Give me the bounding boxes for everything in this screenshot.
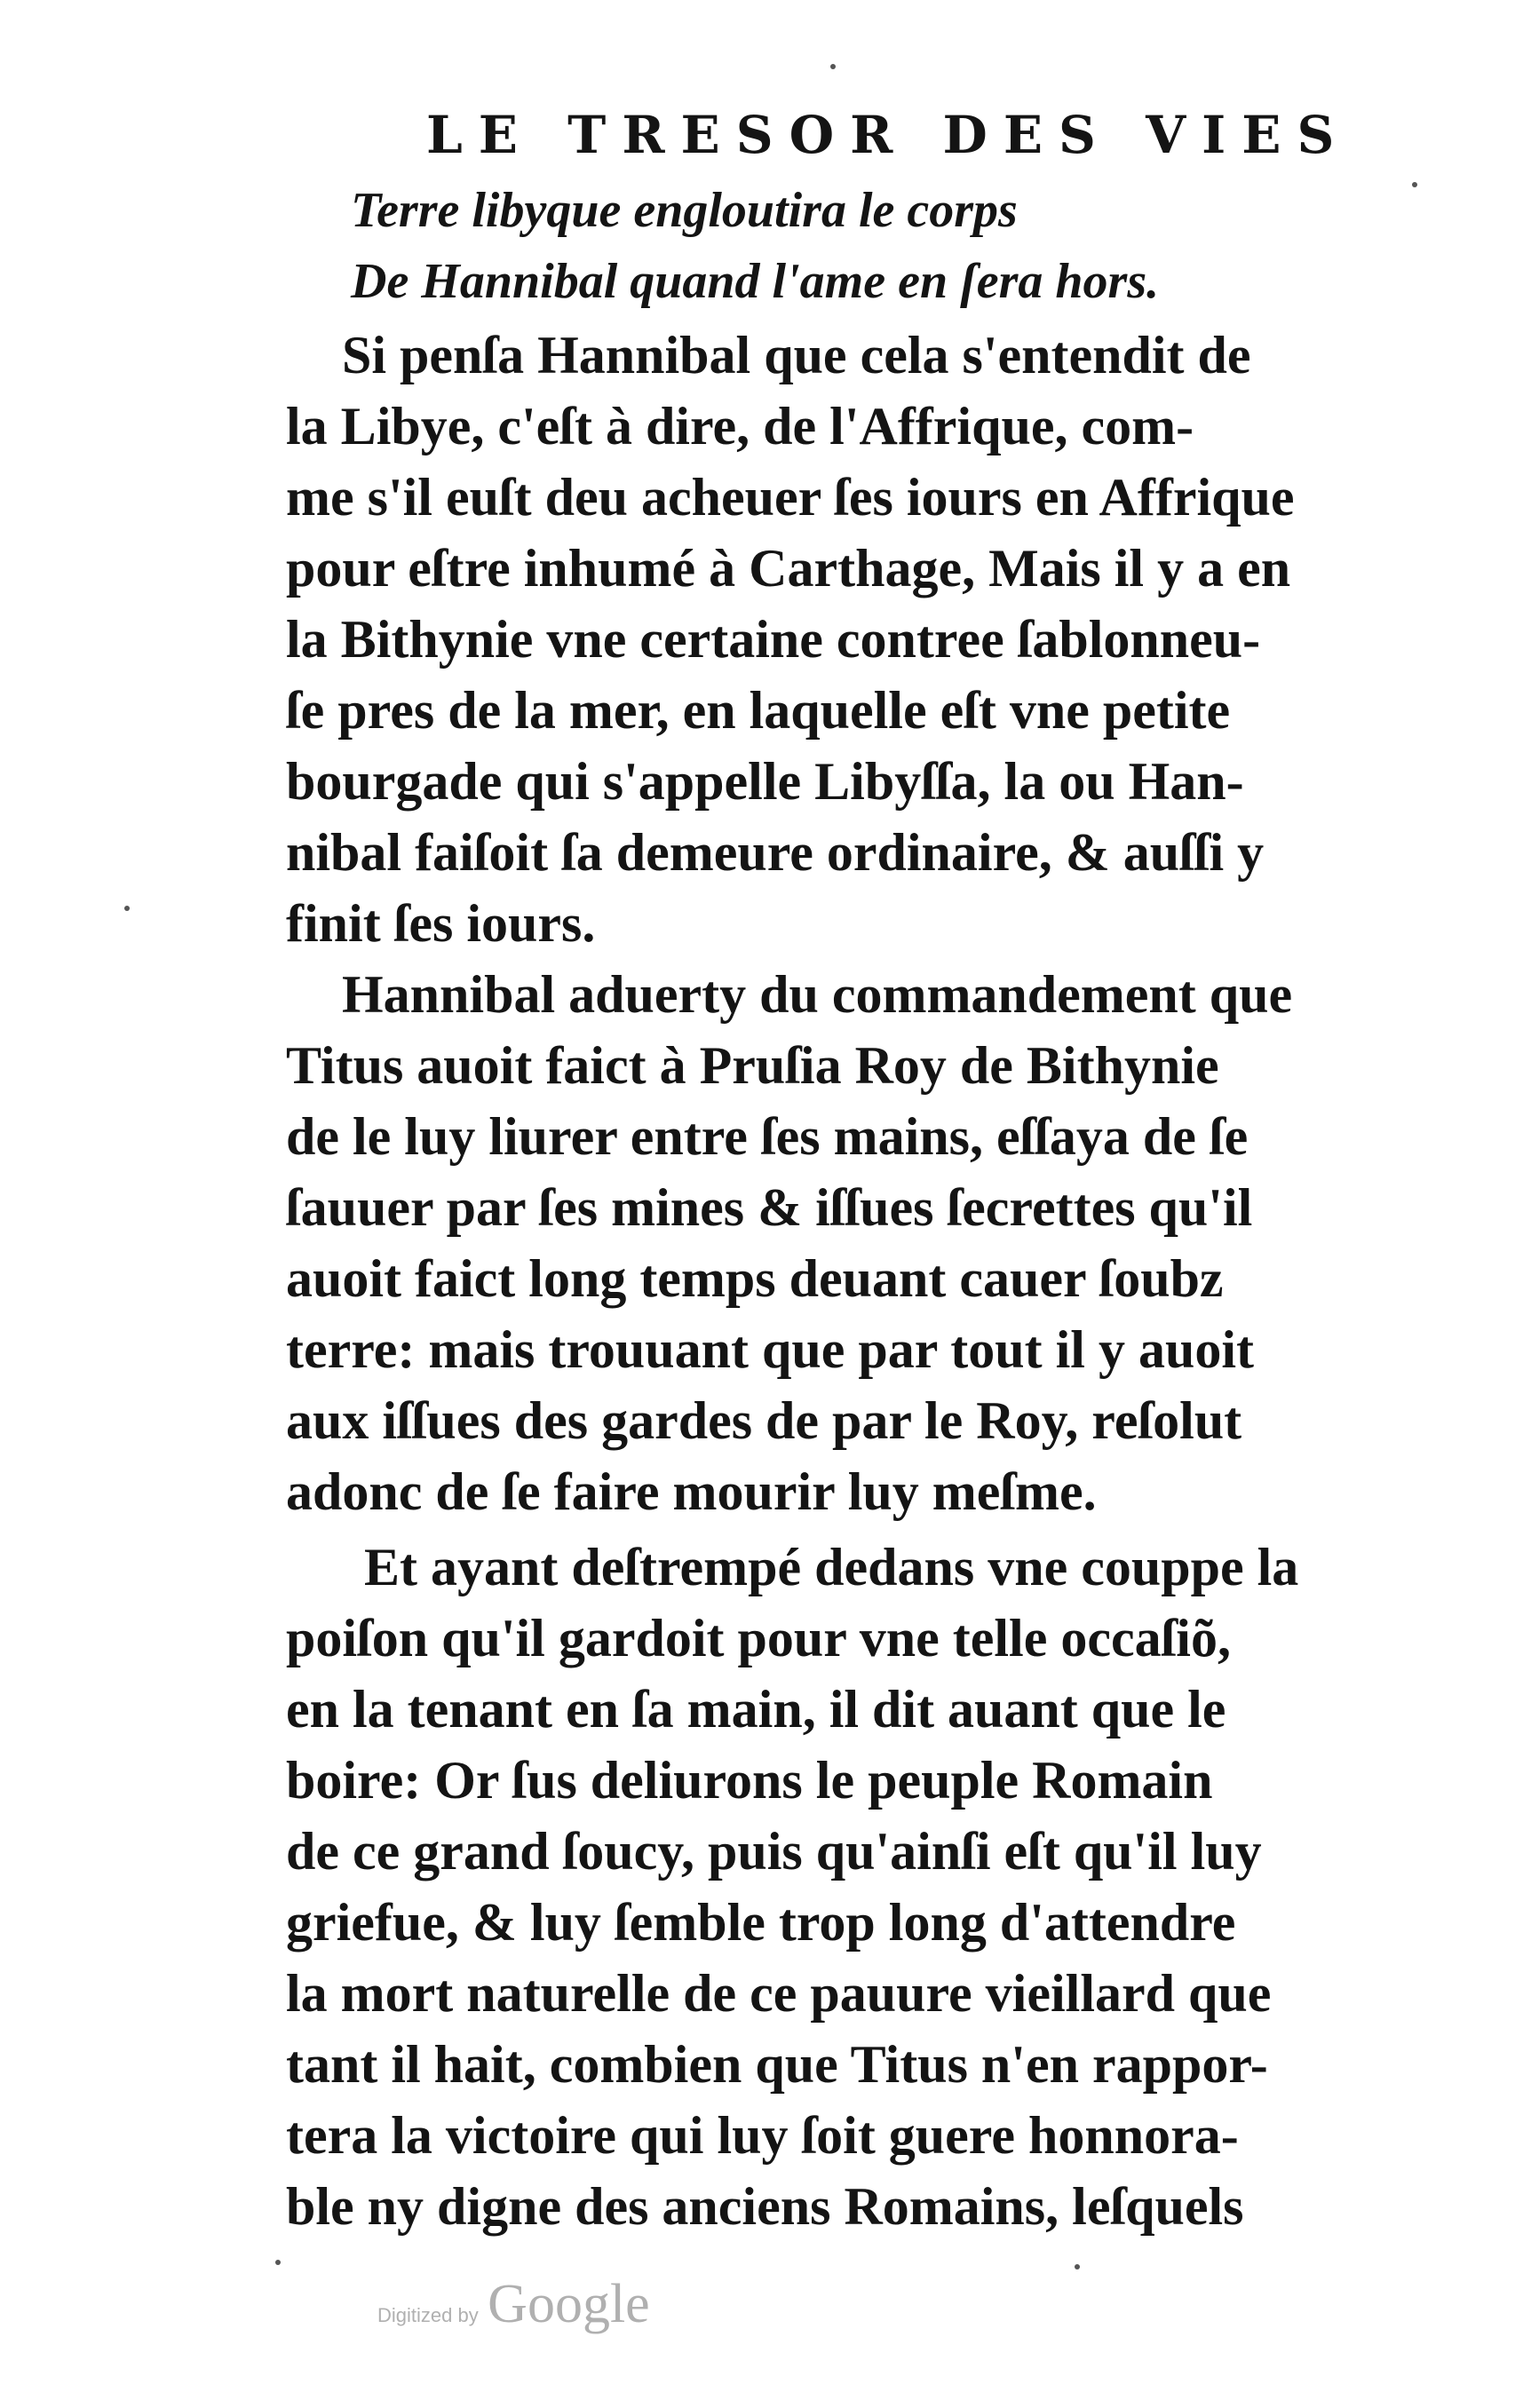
text-line: poiſon qu'il gardoit pour vne telle occaſiõ, <box>286 1609 1231 1667</box>
text-line: ſe pres de la mer, en laquelle eſt vne petite <box>286 681 1231 740</box>
text-line: me s'il euſt deu acheuer ſes iours en Affrique <box>286 468 1295 527</box>
text-line: la Bithynie vne certaine contree ſablonneu- <box>286 610 1261 669</box>
text-line: pour eſtre inhumé à Carthage, Mais il y a en <box>286 539 1291 598</box>
google-logo: Google <box>488 2274 650 2334</box>
text-line: boire: Or ſus deliurons le peuple Romain <box>286 1751 1213 1810</box>
text-line: nibal faiſoit ſa demeure ordinaire, & auſſi y <box>286 823 1265 882</box>
text-line: Hannibal aduerty du commandement que <box>342 965 1293 1024</box>
text-line: aux iſſues des gardes de par le Roy, reſolut <box>286 1391 1242 1450</box>
ink-speck <box>1412 182 1417 187</box>
text-line: adonc de ſe faire mourir luy meſme. <box>286 1462 1097 1521</box>
text-line: la Libye, c'eſt à dire, de l'Affrique, com- <box>286 397 1194 455</box>
text-line: ble ny digne des anciens Romains, leſquels <box>286 2177 1244 2236</box>
text-line: finit ſes iours. <box>286 894 596 953</box>
text-line: Si penſa Hannibal que cela s'entendit de <box>342 326 1251 384</box>
ink-speck <box>830 64 836 69</box>
ink-speck <box>1075 2264 1080 2269</box>
text-line: de le luy liurer entre ſes mains, eſſaya de ſe <box>286 1107 1249 1166</box>
text-line: de ce grand ſoucy, puis qu'ainſi eſt qu'il luy <box>286 1822 1262 1881</box>
text-line: terre: mais trouuant que par tout il y auoit <box>286 1320 1254 1379</box>
text-line: auoit faict long temps deuant cauer ſoubz <box>286 1249 1224 1308</box>
text-line: Et ayant deſtrempé dedans vne couppe la <box>364 1538 1299 1596</box>
text-line: la mort naturelle de ce pauure vieillard que <box>286 1964 1272 2023</box>
text-line: en la tenant en ſa main, il dit auant que le <box>286 1680 1226 1739</box>
text-line: ſauuer par ſes mines & iſſues ſecrettes qu'il <box>286 1178 1253 1237</box>
digitized-by-watermark <box>377 2273 650 2336</box>
ink-speck <box>124 906 130 911</box>
text-line: griefue, & luy ſemble trop long d'attendre <box>286 1893 1236 1952</box>
verse-line-1: Terre libyque engloutira le corps <box>351 183 1018 238</box>
ink-speck <box>275 2260 281 2265</box>
running-title: LE TRESOR DES VIES <box>426 105 1351 165</box>
verse-line-2: De Hannibal quand l'ame en ſera hors. <box>351 254 1160 309</box>
digitized-by-label: Digitized by <box>377 2304 479 2326</box>
text-line: tant il hait, combien que Titus n'en rappor- <box>286 2035 1268 2094</box>
text-line: tera la victoire qui luy ſoit guere honnora- <box>286 2106 1239 2165</box>
text-line: Titus auoit faict à Pruſia Roy de Bithynie <box>286 1036 1219 1095</box>
text-line: bourgade qui s'appelle Libyſſa, la ou Han- <box>286 752 1244 811</box>
